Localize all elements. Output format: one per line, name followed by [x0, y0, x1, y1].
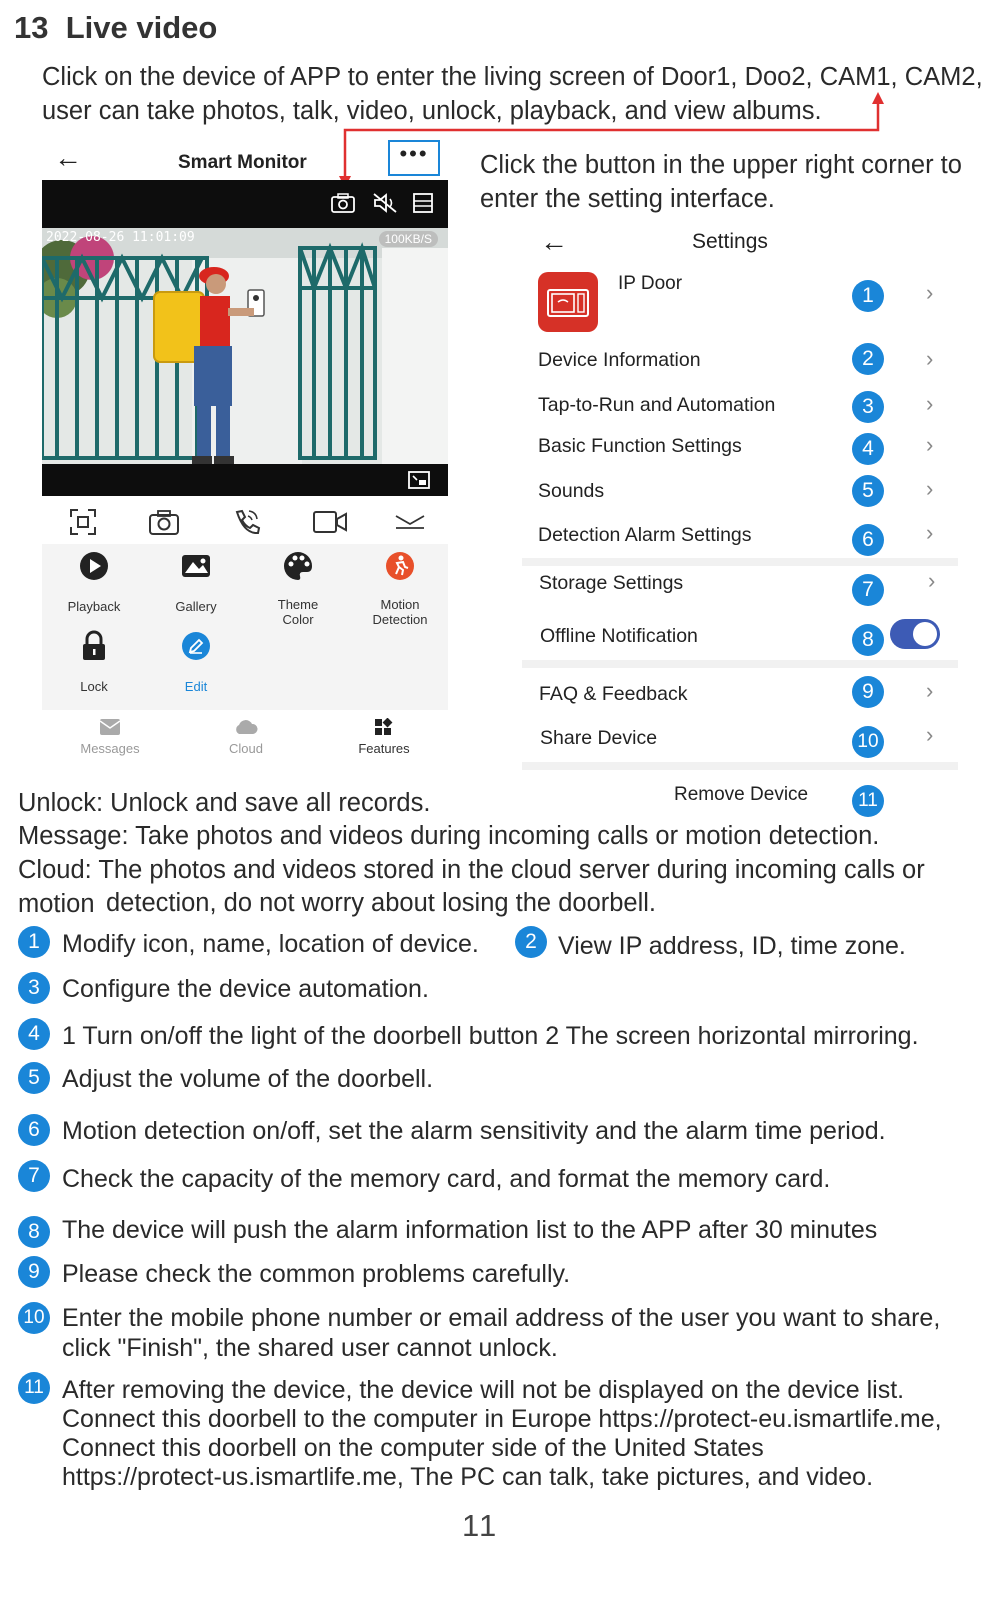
live-video-feed[interactable] — [42, 228, 448, 496]
note-10-text-2: click "Finish", the shared user cannot unlock. — [62, 1334, 558, 1362]
feature-edit[interactable] — [164, 630, 228, 694]
feature-motion-detection[interactable] — [368, 550, 432, 627]
feature-panel — [42, 544, 448, 710]
play-icon — [78, 550, 110, 582]
cloud-icon — [233, 718, 259, 736]
more-options-button[interactable]: ••• — [388, 140, 440, 176]
fullscreen-icon[interactable] — [408, 471, 430, 489]
badge-11: 11 — [852, 785, 884, 817]
badge-4: 4 — [852, 433, 884, 465]
offline-notification-toggle[interactable] — [890, 619, 940, 649]
feature-lock[interactable] — [62, 630, 126, 694]
control-row — [42, 500, 448, 544]
badge-7: 7 — [852, 574, 884, 606]
settings-sounds[interactable]: Sounds — [538, 480, 605, 502]
settings-title: Settings — [692, 230, 768, 253]
settings-detection-alarm[interactable]: Detection Alarm Settings — [538, 524, 752, 546]
settings-tap-to-run[interactable]: Tap-to-Run and Automation — [538, 394, 776, 416]
note-11-text-1: After removing the device, the device will not be displayed on the device list. — [62, 1376, 905, 1404]
note-6-text: Motion detection on/off, set the alarm sensitivity and the alarm time period. — [62, 1117, 886, 1145]
explanation-cloud-1: Cloud: The photos and videos stored in the cloud server during incoming calls or motion — [18, 856, 925, 918]
back-arrow-icon[interactable]: ← — [54, 142, 82, 173]
doorway-scene-image — [42, 228, 448, 496]
chevron-right-icon[interactable]: › — [928, 568, 936, 593]
screenshot-frame-icon[interactable] — [69, 508, 97, 536]
video-timestamp: 2022-08-26 11:01:09 — [46, 230, 195, 245]
badge-3: 3 — [852, 391, 884, 423]
section-divider — [522, 660, 958, 668]
intro-line-2: user can take photos, talk, video, unlock, playback, and view albums. — [42, 97, 822, 125]
feature-label: Playback — [67, 599, 121, 614]
message-icon — [99, 718, 121, 736]
settings-device-information[interactable]: Device Information — [538, 349, 701, 371]
badge-9: 9 — [852, 676, 884, 708]
feature-theme-color[interactable] — [266, 550, 330, 627]
note-badge-4: 4 — [18, 1018, 50, 1050]
chevron-right-icon[interactable]: › — [926, 432, 934, 457]
badge-1: 1 — [852, 280, 884, 312]
section-divider — [522, 558, 958, 566]
tab-label: Cloud — [229, 741, 263, 756]
chevron-right-icon[interactable]: › — [926, 391, 934, 416]
feature-label: Edit — [184, 679, 208, 694]
note-10-text-1: Enter the mobile phone number or email address of the user you want to share, — [62, 1304, 941, 1332]
note-badge-9: 9 — [18, 1256, 50, 1288]
note-3-text: Configure the device automation. — [62, 975, 429, 1003]
note-badge-2: 2 — [515, 926, 547, 958]
settings-faq-feedback[interactable]: FAQ & Feedback — [539, 683, 688, 705]
lock-icon — [78, 630, 110, 662]
note-1-text: Modify icon, name, location of device. — [62, 930, 479, 958]
video-footer-bar — [42, 464, 448, 496]
toggle-knob — [913, 622, 937, 646]
note-11-text-2: Connect this doorbell to the computer in Europe https://protect-eu.ismartlife.me, — [62, 1405, 942, 1433]
note-7-text: Check the capacity of the memory card, and format the memory card. — [62, 1165, 831, 1193]
note-badge-10: 10 — [18, 1302, 50, 1334]
feature-playback[interactable] — [62, 550, 126, 614]
bottom-tab-bar — [42, 712, 448, 770]
remove-device-button[interactable]: Remove Device — [674, 784, 809, 805]
settings-back-icon[interactable]: ← — [540, 226, 568, 257]
badge-8: 8 — [852, 624, 884, 656]
note-11-text-3: Connect this doorbell on the computer side of the United States — [62, 1434, 764, 1462]
talk-phone-icon[interactable] — [232, 508, 262, 536]
settings-share-device[interactable]: Share Device — [540, 727, 658, 749]
settings-note — [480, 148, 962, 216]
settings-storage[interactable]: Storage Settings — [539, 572, 684, 594]
explanation-message: Message: Take photos and videos during incoming calls or motion detection. — [18, 822, 880, 850]
note-badge-5: 5 — [18, 1062, 50, 1094]
tab-label: Features — [358, 741, 410, 756]
note-badge-8: 8 — [18, 1216, 50, 1248]
feature-label: Motion Detection — [372, 597, 428, 627]
feature-label: Gallery — [175, 599, 217, 614]
feature-label: Lock — [80, 679, 108, 694]
chevron-right-icon[interactable]: › — [926, 520, 934, 545]
device-name: IP Door — [618, 273, 683, 294]
tab-label: Messages — [80, 741, 140, 756]
badge-6: 6 — [852, 524, 884, 556]
badge-5: 5 — [852, 475, 884, 507]
monitor-title: Smart Monitor — [178, 152, 307, 173]
chevron-right-icon[interactable]: › — [926, 678, 934, 703]
palette-icon — [282, 550, 314, 582]
note-5-text: Adjust the volume of the doorbell. — [62, 1065, 434, 1093]
settings-offline-notification: Offline Notification — [540, 625, 698, 647]
note-badge-1: 1 — [18, 926, 50, 958]
section-title: Live video — [65, 10, 218, 45]
note-8-text: The device will push the alarm information list to the APP after 30 minutes — [62, 1216, 878, 1244]
note-badge-11: 11 — [18, 1372, 50, 1404]
badge-2: 2 — [852, 343, 884, 375]
note-badge-6: 6 — [18, 1114, 50, 1146]
note-badge-3: 3 — [18, 972, 50, 1004]
note-2-text: View IP address, ID, time zone. — [558, 932, 906, 960]
tab-cloud[interactable] — [208, 718, 284, 756]
gallery-icon — [180, 550, 212, 582]
device-thumbnail[interactable] — [538, 272, 598, 332]
chevron-right-icon[interactable]: › — [926, 346, 934, 371]
section-number: 13 — [14, 10, 49, 45]
camera-icon[interactable] — [148, 508, 180, 536]
intro-line-1: Click on the device of APP to enter the living screen of Door1, Doo2, CAM1, CAM2, — [42, 63, 983, 91]
layout-icon[interactable] — [412, 192, 434, 214]
chevron-right-icon[interactable]: › — [926, 280, 934, 305]
motion-icon — [384, 550, 416, 582]
chevron-right-icon[interactable]: › — [926, 722, 934, 747]
tab-features[interactable] — [346, 718, 422, 756]
feature-label: Theme Color — [277, 597, 319, 627]
explanation-unlock: Unlock: Unlock and save all records. — [18, 789, 431, 817]
note-11-text-4: https://protect-us.ismartlife.me, The PC can talk, take pictures, and video. — [62, 1463, 874, 1491]
edit-icon — [180, 630, 212, 662]
mute-icon[interactable] — [372, 192, 398, 214]
door-device-icon — [538, 272, 598, 332]
video-record-icon[interactable] — [312, 510, 348, 534]
video-toolbar — [42, 180, 448, 228]
bitrate-indicator: 100KB/S — [379, 231, 438, 247]
page-number: 11 — [462, 1508, 499, 1543]
badge-10: 10 — [852, 726, 884, 758]
settings-basic-function[interactable]: Basic Function Settings — [538, 435, 742, 457]
settings-note-line-2: enter the setting interface. — [480, 185, 775, 213]
chevron-right-icon[interactable]: › — [926, 476, 934, 501]
explanation-cloud-2: detection, do not worry about losing the doorbell. — [106, 889, 657, 917]
note-9-text: Please check the common problems carefully. — [62, 1260, 571, 1288]
section-divider — [522, 762, 958, 770]
note-4-text: 1 Turn on/off the light of the doorbell button 2 The screen horizontal mirroring. — [62, 1022, 919, 1050]
monitor-header — [42, 140, 448, 180]
snapshot-icon[interactable] — [330, 192, 356, 214]
feature-gallery[interactable] — [164, 550, 228, 614]
collapse-chevron-icon[interactable] — [394, 512, 426, 532]
note-badge-7: 7 — [18, 1160, 50, 1192]
features-icon — [373, 718, 395, 736]
tab-messages[interactable] — [72, 718, 148, 756]
settings-note-line-1: Click the button in the upper right corner to — [480, 151, 962, 179]
